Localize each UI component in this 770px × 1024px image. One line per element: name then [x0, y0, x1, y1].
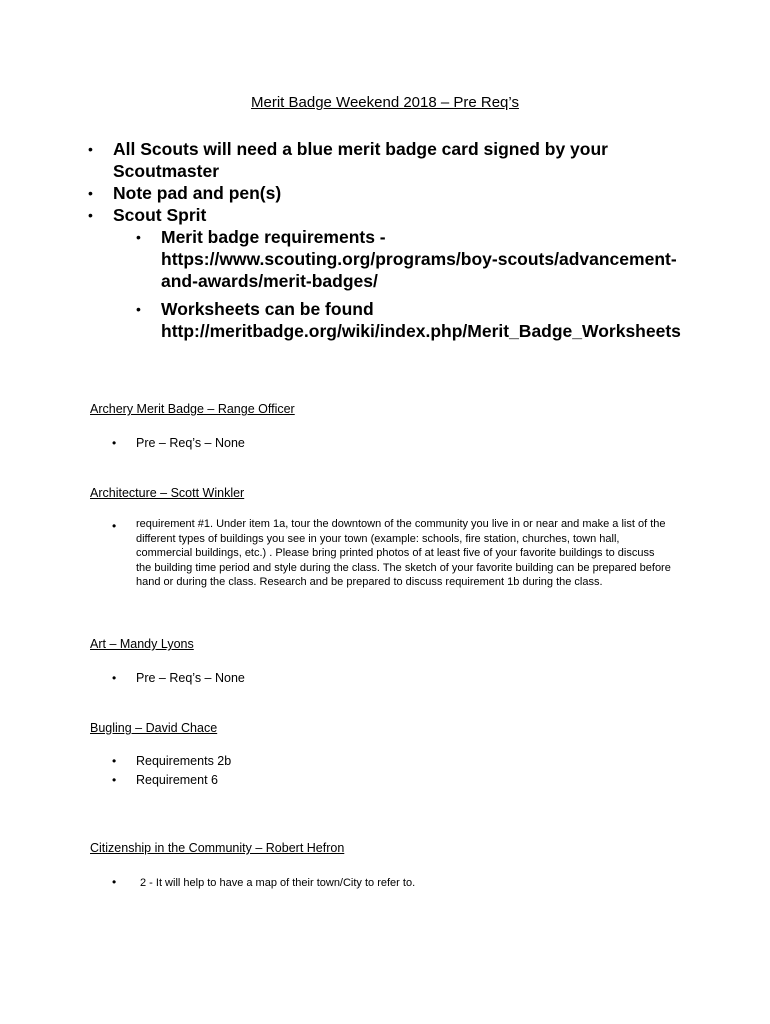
list-item-text: Pre – Req’s – None [136, 671, 245, 685]
nested-list-item [113, 226, 688, 292]
list-item [88, 138, 688, 182]
prereq-list [88, 138, 688, 342]
list-item [112, 517, 672, 590]
section-heading-architecture: Architecture – Scott Winkler [90, 486, 245, 500]
list-item-text: requirement #1. Under item 1a, tour the downtown of the community you live in or near and make a list of the different types of buildings you see in your town (example: schools, fire station, churches, town hall, commercial buildings, etc.) . Please bring printed photos of at least five of your favorite buildings to discuss the building time period and style during the class. The sketch of your favorite building can be prepared before hand or during the class. Research and be prepared to discuss requirement 1b during the class. [136, 518, 671, 588]
bullet-icon: • [112, 436, 117, 450]
bullet-icon: • [136, 301, 141, 317]
bullet-icon: • [112, 875, 117, 889]
list-item [112, 669, 672, 688]
list-item-text: Merit badge requirements - https://www.scouting.org/programs/boy-scouts/advancement-and-awards/merit-badges/ [161, 227, 677, 291]
section-list-architecture [112, 517, 672, 590]
list-item-text: Note pad and pen(s) [113, 183, 282, 203]
list-item [112, 434, 672, 453]
section-list-art [112, 669, 672, 688]
list-item-text: Requirements 2b [136, 754, 232, 768]
section-list-archery [112, 434, 672, 453]
page-title: Merit Badge Weekend 2018 – Pre Req’s [251, 94, 519, 111]
section-heading-citizenship: Citizenship in the Community – Robert Hefron [90, 841, 345, 855]
section-heading-art: Art – Mandy Lyons [90, 637, 194, 651]
bullet-icon: • [88, 185, 93, 201]
list-item [88, 182, 688, 204]
list-item [112, 873, 672, 892]
section-heading-bugling: Bugling – David Chace [90, 721, 218, 735]
list-item-text: Pre – Req’s – None [136, 436, 245, 450]
nested-list-item [113, 298, 688, 342]
list-item [112, 752, 672, 771]
list-item [88, 204, 688, 342]
list-item-text: Worksheets can be found http://meritbadge.org/wiki/index.php/Merit_Badge_Worksheets [161, 299, 681, 341]
list-item [112, 771, 672, 790]
bullet-icon: • [88, 141, 93, 157]
bullet-icon: • [88, 207, 93, 223]
list-item-text: Scout Sprit [113, 205, 207, 225]
bullet-icon: • [112, 773, 117, 787]
nested-list [113, 226, 688, 342]
list-item-text: 2 - It will help to have a map of their town/City to refer to. [140, 877, 416, 889]
bullet-icon: • [136, 229, 141, 245]
section-heading-archery: Archery Merit Badge – Range Officer [90, 402, 295, 416]
list-item-text: Requirement 6 [136, 773, 218, 787]
bullet-icon: • [112, 754, 117, 768]
list-item-text: All Scouts will need a blue merit badge card signed by your Scoutmaster [113, 139, 608, 181]
bullet-icon: • [112, 671, 117, 685]
bullet-icon: • [112, 519, 117, 533]
section-list-bugling [112, 752, 672, 790]
section-list-citizenship [112, 873, 672, 892]
